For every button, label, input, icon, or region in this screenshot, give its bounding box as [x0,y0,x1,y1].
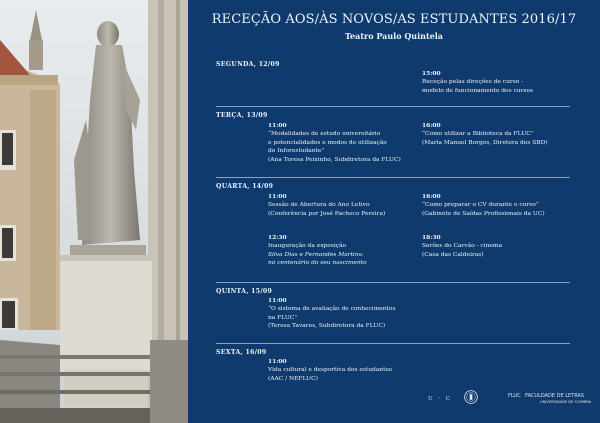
section-divider [216,282,570,283]
event-time: 15:00 [422,70,441,77]
event-line: (AAC / NEFLUC) [268,375,318,382]
statue-photo-illustration [0,0,188,423]
event-line: “O sistema de avaliação de conhecimentos [268,306,396,313]
day-label-thursday: QUINTA, 15/09 [216,288,273,295]
event-time: 16:00 [422,122,441,129]
event-line: Vida cultural e desportiva dos estudantes [268,367,392,374]
event-time: 11:00 [268,358,287,365]
event-wed-1830 [422,234,502,259]
university-name: UNIVERSIDADE DE COIMBRA [540,400,592,404]
event-tue-1600 [422,122,548,147]
event-line: (Teresa Tavares, Subdiretora da FLUC) [268,323,386,330]
event-line-italic [268,259,367,267]
exhibition-subtitle: no centenário do seu nascimento [268,260,367,267]
faculty-name: FACULDADE DE LETRAS [525,393,585,399]
section-divider [216,177,570,178]
footer-fluc [508,393,584,399]
section-divider [216,343,570,344]
statue-photo [0,0,188,423]
event-time: 18:30 [422,234,441,241]
day-label-friday: SEXTA, 16/09 [216,349,267,356]
event-line: (Conferência por José Pacheco Pereira) [268,210,386,217]
event-line: e potencialidades e modos de utilização [268,139,387,146]
event-line: (Casa das Caldeiras) [422,251,484,258]
event-line: do Inforestudante” [268,148,325,155]
event-wed-1230 [268,234,367,268]
fluc-abbrev: FLUC [508,393,521,399]
page-title: RECEÇÃO AOS/ÀS NOVOS/AS ESTUDANTES 2016/17 [211,12,577,27]
event-line: Serões do Carvão - cinema [422,243,502,250]
event-wed-1100 [268,193,385,218]
venue-subtitle: Teatro Paulo Quintela [345,31,443,41]
event-time: 16:00 [422,193,441,200]
event-line: Sessão de Abertura do Ano Letivo [268,202,370,209]
event-thu-1100 [268,297,396,331]
event-line: (Maria Manuel Borges, Diretora dos SBD) [422,139,548,146]
event-line: “Como preparar o CV durante o curso” [422,202,539,209]
event-mon-1500 [422,70,533,95]
event-line-italic [268,251,367,259]
event-wed-1600 [422,193,545,218]
event-line: “Modalidades de estudo universitário [268,131,381,138]
event-time: 12:30 [268,234,287,241]
day-label-wednesday: QUARTA, 14/09 [216,183,274,190]
event-line: na FLUC” [268,314,298,321]
day-label-monday: SEGUNDA, 12/09 [216,61,280,68]
event-line: Receção pelas direções de curso - [422,79,524,86]
event-time: 11:00 [268,122,287,129]
section-divider [216,106,570,107]
event-line: (Ana Teresa Peixinho, Subdiretora da FLUC) [268,156,401,163]
event-tue-1100 [268,122,401,164]
exhibition-title: Silva Dias e Fernandes Martins: [268,251,364,258]
event-line: (Gabinete de Saídas Profissionais da UC) [422,210,545,217]
event-fri-1100 [268,358,392,383]
event-line: modelo de funcionamento dos cursos [422,87,533,94]
event-time: 11:00 [268,297,287,304]
program-panel [188,0,600,423]
university-seal-icon [464,390,478,404]
event-line: “Como utilizar a Biblioteca da FLUC” [422,131,534,138]
uc-letters: U · C [428,396,453,402]
event-time: 11:00 [268,193,287,200]
event-line: Inauguração da exposição [268,243,347,250]
day-label-tuesday: TERÇA, 13/09 [216,112,268,119]
